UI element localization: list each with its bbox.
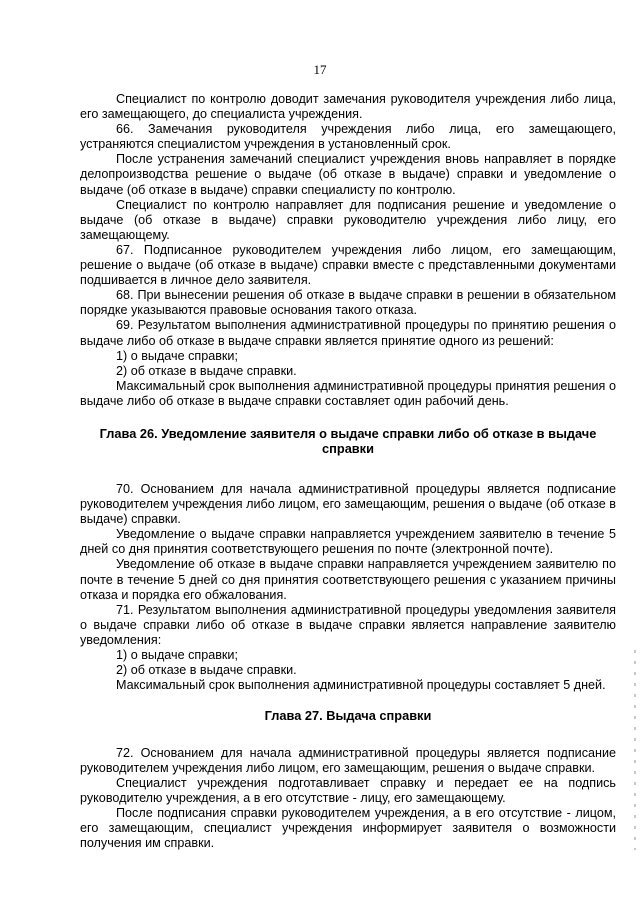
paragraph: Специалист учреждения подготавливает справку и передает ее на подпись руководителю учреждения, а в его отсутствие - лицу, его замещающему.	[80, 775, 616, 806]
document-body	[80, 92, 616, 851]
paragraph: Максимальный срок выполнения административной процедуры составляет 5 дней.	[116, 678, 606, 693]
paragraph: Уведомление о выдаче справки направляется учреждением заявителю в течение 5 дней со дня принятия соответствующего решения по почте (электронной почте).	[80, 527, 616, 557]
paragraph: После подписания справки руководителем учреждения, а в его отсутствие - лицом, его замещающим, специалист учреждения информирует заявителя о возможности получения им справки.	[80, 806, 616, 851]
paragraph: 2) об отказе в выдаче справки.	[116, 363, 297, 378]
paragraph: 67. Подписанное руководителем учреждения либо лицом, его замещающим, решение о выдаче (об отказе в выдаче) справки вместе с представленными документами подшивается в личное дело заявителя.	[80, 242, 616, 288]
chapter-heading: Глава 26. Уведомление заявителя о выдаче справки либо об отказе в выдаче справки	[99, 425, 597, 457]
scan-edge-artifact	[634, 650, 636, 850]
chapter-heading: Глава 27. Выдача справки	[264, 708, 432, 724]
page-number: 17	[313, 62, 327, 77]
paragraph: Специалист по контролю доводит замечания руководителя учреждения либо лица, его замещающего, до специалиста учреждения.	[80, 92, 616, 122]
paragraph: 69. Результатом выполнения административной процедуры по принятию решения о выдаче либо об отказе в выдаче справки является принятие одного из решений:	[80, 318, 616, 348]
paragraph: Максимальный срок выполнения административной процедуры принятия решения о выдаче либо об отказе в выдаче справки составляет один рабочий день.	[80, 378, 616, 408]
paragraph: 70. Основанием для начала административной процедуры является подписание руководителем учреждения либо лицом, его замещающим, решения о выдаче (об отказе в выдаче) справки.	[80, 481, 616, 527]
paragraph: 66. Замечания руководителя учреждения либо лица, его замещающего, устраняются специалистом учреждения в установленный срок.	[80, 122, 616, 152]
paragraph: 2) об отказе в выдаче справки.	[116, 663, 297, 678]
paragraph: 68. При вынесении решения об отказе в выдаче справки в решении в обязательном порядке указываются правовые основания такого отказа.	[80, 288, 616, 318]
paragraph: 1) о выдаче справки;	[116, 348, 238, 363]
paragraph: После устранения замечаний специалист учреждения вновь направляет в порядке делопроизводства решение о выдаче (об отказе в выдаче) справки и уведомление о выдаче (об отказе в выдаче) справки специалисту по контролю.	[80, 152, 616, 197]
paragraph: Уведомление об отказе в выдаче справки направляется учреждением заявителю по почте в течение 5 дней со дня принятия соответствующего решения с указанием причины отказа и порядка его обжалования.	[80, 557, 616, 602]
paragraph: 71. Результатом выполнения административной процедуры уведомления заявителя о выдаче справки либо об отказе в выдаче справки является направление заявителю уведомления:	[80, 602, 616, 647]
paragraph: 1) о выдаче справки;	[116, 648, 238, 662]
paragraph: Специалист по контролю направляет для подписания решение и уведомление о выдаче (об отказе в выдаче) справки руководителю учреждения либо лицу, его замещающему.	[80, 197, 616, 242]
paragraph: 72. Основанием для начала административной процедуры является подписание руководителем учреждения либо лицом, его замещающим, решения о выдаче справки.	[80, 745, 616, 775]
